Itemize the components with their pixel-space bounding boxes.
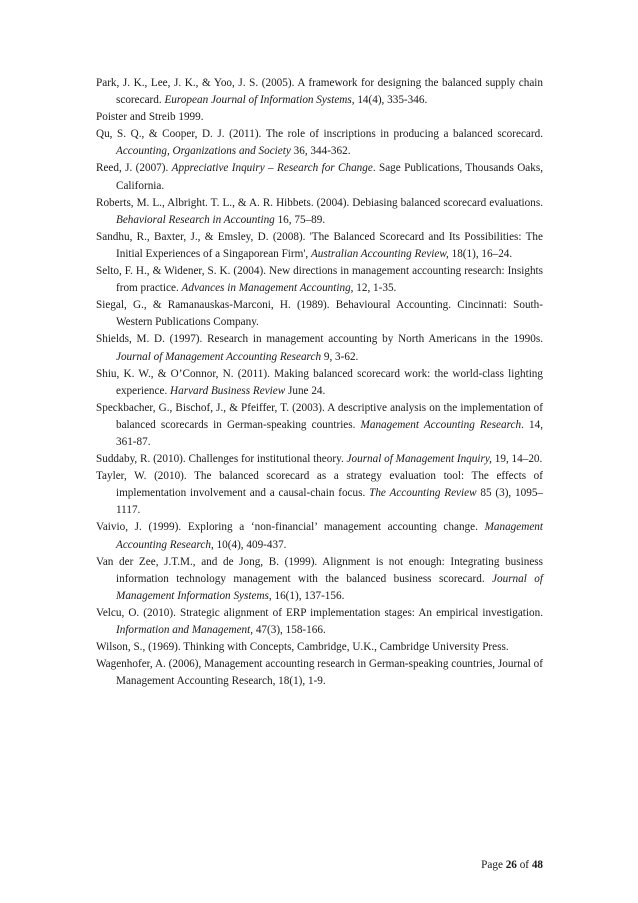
reference-entry (96, 331, 543, 365)
reference-text: 18(1), 16–24. (448, 247, 513, 260)
reference-source-title: Australian Accounting Review, (310, 247, 449, 260)
reference-entry (96, 451, 543, 468)
reference-text: Qu, S. Q., & Cooper, D. J. (2011). The role of inscriptions in producing a balanced scorecard. (96, 128, 543, 141)
reference-entry (96, 297, 543, 331)
page-label: Page (481, 859, 503, 871)
total-pages: 48 (531, 859, 543, 871)
reference-source-title: Management Accounting Research (360, 418, 522, 431)
reference-text: Selto, F. H., & Widener, S. K. (2004). New directions in management accounting research: Insights from practice. (96, 265, 543, 295)
reference-text: , 14(4), 335-346. (351, 94, 428, 107)
reference-source-title: Appreciative Inquiry – Research for Change (171, 162, 373, 175)
reference-source-title: Advances in Management Accounting (181, 282, 351, 295)
reference-text: , 10(4), 409-437. (210, 538, 287, 551)
reference-text: 85 (3), 1095–1117. (116, 487, 544, 517)
reference-text: Poister and Streib 1999. (96, 111, 204, 124)
reference-text: , 47(3), 158-166. (250, 624, 326, 636)
reference-text: . 14, 361-87. (116, 418, 543, 448)
reference-text: Suddaby, R. (2010). Challenges for institutional theory. (96, 453, 347, 466)
reference-entry (96, 554, 543, 605)
reference-text: 36, 344-362. (290, 145, 351, 158)
reference-text: June 24. (285, 384, 326, 397)
reference-text: . Sage Publications, Thousands Oaks, California. (116, 162, 544, 192)
reference-entry (96, 160, 543, 194)
page-number: 26 (505, 859, 517, 871)
reference-text: 16, 75–89. (274, 213, 326, 226)
reference-text: Reed, J. (2007). (96, 162, 172, 175)
reference-list (96, 75, 543, 690)
reference-entry (96, 400, 543, 451)
reference-text: Tayler, W. (2010). The balanced scorecard as a strategy evaluation tool: The effects of implementation involvement and a causal-chain focus. (96, 470, 543, 500)
reference-entry (96, 605, 543, 639)
reference-text: Sandhu, R., Baxter, J., & Emsley, D. (2008). 'The Balanced Scorecard and Its Possibilities: The Initial Experiences of a Singaporean Firm', (96, 230, 543, 260)
reference-text: Roberts, M. L., Albright. T. L., & A. R. Hibbets. (2004). Debiasing balanced scorecard evaluations. (96, 196, 543, 209)
reference-source-title: Journal of Management Information Systems (116, 572, 543, 602)
reference-text: 9, 3-62. (321, 350, 359, 363)
reference-entry (96, 126, 543, 160)
reference-text: Siegal, G., & Ramanauskas-Marconi, H. (1989). Behavioural Accounting. Cincinnati: South-Western Publications Company. (96, 299, 543, 329)
reference-text: Velcu, O. (2010). Strategic alignment of ERP implementation stages: An empirical investigation. (96, 606, 543, 619)
reference-text: Wilson, S., (1969). Thinking with Concepts, Cambridge, U.K., Cambridge University Press. (96, 641, 509, 654)
page-of-label: of (519, 859, 530, 871)
reference-entry (96, 639, 543, 656)
reference-entry (96, 195, 543, 229)
reference-text: Van der Zee, J.T.M., and de Jong, B. (1999). Alignment is not enough: Integrating business information technology management with the balanced business scorecard. (96, 555, 543, 585)
reference-source-title: Information and Management (116, 624, 251, 636)
reference-source-title: Journal of Management Inquiry, (346, 453, 492, 466)
reference-entry (96, 519, 543, 553)
reference-source-title: Behavioral Research in Accounting (116, 213, 275, 226)
reference-source-title: Accounting, Organizations and Society (116, 145, 291, 158)
page-footer (452, 859, 543, 871)
reference-text: , 12, 1-35. (350, 282, 397, 295)
reference-text: Speckbacher, G., Bischof, J., & Pfeiffer, T. (2003). A descriptive analysis on the implementation of balanced scorecards in German-speaking countries. (96, 401, 543, 431)
reference-text: Wagenhofer, A. (2006), Management accounting research in German-speaking countries, Journal of Management Accounting Research, 18(1), 1-9. (96, 658, 543, 688)
reference-text: Park, J. K., Lee, J. K., & Yoo, J. S. (2005). A framework for designing the balanced supply chain scorecard. (96, 77, 543, 107)
reference-entry (96, 263, 543, 297)
reference-text: Shields, M. D. (1997). Research in management accounting by North Americans in the 1990s. (96, 333, 543, 346)
reference-entry (96, 656, 543, 690)
reference-text: 19, 14–20. (491, 453, 543, 466)
reference-source-title: European Journal of Information Systems (164, 94, 352, 107)
reference-source-title: Journal of Management Accounting Research (116, 350, 322, 363)
reference-source-title: The Accounting Review (369, 487, 477, 500)
reference-source-title: Management Accounting Research (116, 521, 543, 551)
reference-entry (96, 366, 543, 400)
reference-entry (96, 468, 543, 519)
reference-text: , 16(1), 137-156. (268, 589, 345, 602)
reference-entry (96, 75, 543, 109)
reference-entry (96, 109, 543, 126)
reference-text: Shiu, K. W., & O’Connor, N. (2011). Making balanced scorecard work: the world-class lighting experience. (96, 367, 543, 397)
reference-source-title: Harvard Business Review (170, 384, 286, 397)
reference-entry (96, 229, 543, 263)
reference-text: Vaivio, J. (1999). Exploring a ‘non-financial’ management accounting change. (96, 521, 485, 534)
